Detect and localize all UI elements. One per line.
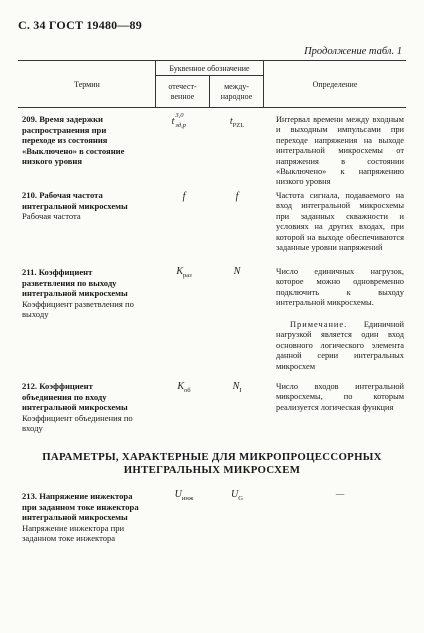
term-212-alt: Коэффициент объединения по входу bbox=[22, 412, 133, 434]
term-210-name: 210. Рабочая частота интегральной микросхемы bbox=[22, 190, 128, 211]
term-212 bbox=[22, 381, 140, 434]
symbol-212-international: $N_I$ bbox=[232, 381, 242, 394]
column-header-international: между- народное bbox=[220, 82, 253, 101]
term-212-name: 212. Коэффициент объединения по входу интегральной микросхемы bbox=[22, 381, 128, 413]
term-210-alt: Рабочая частота bbox=[22, 211, 81, 222]
page-header-left: С. 34 ГОСТ 19480—89 bbox=[18, 18, 142, 32]
symbol-212-domestic: $K_{об}$ bbox=[177, 381, 191, 394]
term-209 bbox=[22, 114, 140, 167]
table-continuation-label: Продолжение табл. 1 bbox=[304, 46, 402, 57]
term-213 bbox=[22, 491, 140, 544]
symbol-211-domestic: $K_{раз}$ bbox=[176, 266, 192, 279]
term-211 bbox=[22, 267, 140, 320]
definition-209: Интервал времени между входным и выходным импульсами при переходе напряжения на выходе интегральной микросхемы от напряжения в состоянии «Выключено» к напряжению низкого уровня bbox=[276, 115, 404, 187]
term-211-name: 211. Коэффициент разветвления по выходу интегральной микросхемы bbox=[22, 267, 128, 299]
symbol-211-international: N bbox=[233, 266, 241, 277]
term-209-name: 209. Время задержки распространения при переходе из состояния «Выключено» в состояние низкого уровня bbox=[22, 114, 125, 167]
term-210 bbox=[22, 190, 140, 222]
table-header-bottom-rule bbox=[18, 107, 406, 108]
column-header-definition: Определение bbox=[312, 80, 358, 89]
term-211-alt: Коэффициент разветвления по выходу bbox=[22, 298, 134, 320]
definition-213: — bbox=[335, 489, 345, 498]
column-header-term: Термин bbox=[74, 80, 100, 89]
column-header-letter-designation: Буквенное обозначение bbox=[169, 64, 250, 73]
column-header-domestic: отечест- венное bbox=[168, 82, 197, 101]
note-211-title: Примечание. bbox=[290, 320, 348, 329]
section-title: ПАРАМЕТРЫ, ХАРАКТЕРНЫЕ ДЛЯ МИКРОПРОЦЕССОРНЫХ ИНТЕГРАЛЬНЫХ МИКРОСХЕМ bbox=[42, 451, 382, 476]
definition-211: Число единичных нагрузок, которое можно одновременно подключить к выходу интегральной микросхемы. bbox=[276, 267, 404, 308]
symbol-209-international: $t_{PZL}$ bbox=[229, 116, 245, 129]
note-211-text: Единичной нагрузкой является один вход основного логического элемента данной серии интегральных микросхем bbox=[276, 320, 404, 371]
definition-210: Частота сигнала, подаваемого на вход интегральной микросхемы при заданных скважности и условиях на других входах, при которой на выходе обеспечиваются заданные уровни напряжений bbox=[276, 191, 404, 253]
table-top-rule bbox=[18, 60, 406, 61]
symbol-210-international: f bbox=[235, 191, 239, 202]
term-213-name: 213. Напряжение инжектора при заданном токе инжектора интегральной микросхемы bbox=[22, 491, 139, 523]
symbol-209-domestic: t 3,0 зд,р bbox=[171, 112, 187, 129]
definition-212: Число входов интегральной микросхемы, по которым реализуется логическая функция bbox=[276, 382, 404, 412]
symbol-210-domestic: f bbox=[182, 191, 186, 202]
symbol-213-domestic: $U_{инж}$ bbox=[174, 489, 194, 502]
symbol-213-international: $U_G$ bbox=[231, 489, 243, 502]
note-211 bbox=[276, 320, 404, 372]
term-213-alt: Напряжение инжектора при заданном токе инжектора bbox=[22, 522, 125, 544]
